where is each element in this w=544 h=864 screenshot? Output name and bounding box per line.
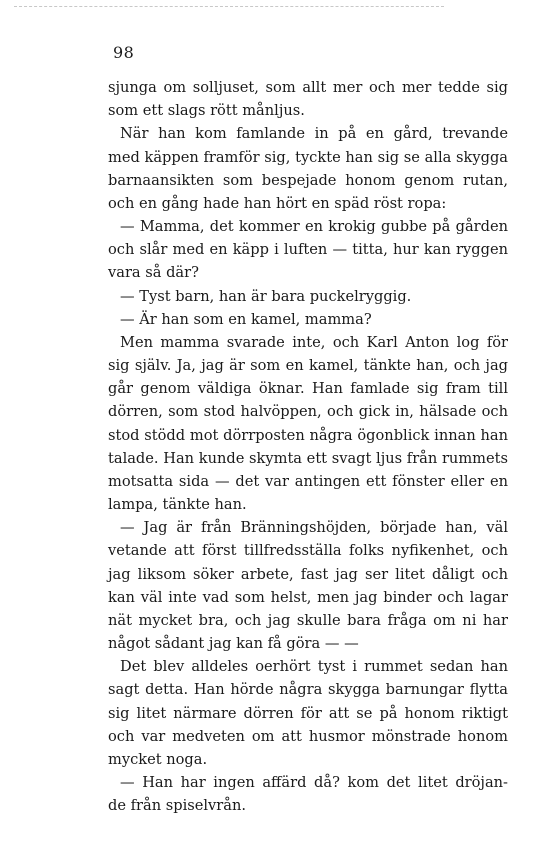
text-line: går genom väldiga öknar. Han famlade sig fram till bbox=[108, 380, 508, 398]
text-line: nät mycket bra, och jag skulle bara fråga om ni har bbox=[108, 611, 508, 629]
text-line: — Tyst barn, han är bara puckelryggig. bbox=[120, 287, 412, 305]
text-line: jag liksom söker arbete, fast jag ser litet dåligt och bbox=[108, 565, 508, 583]
text-line: och en gång hade han hört en späd röst ropa: bbox=[108, 194, 447, 212]
text-line: de från spiselvrån. bbox=[108, 797, 246, 815]
text-line: och slår med en käpp i luften — titta, hur kan ryggen bbox=[108, 241, 508, 259]
text-line: barnaansikten som bespejade honom genom rutan, bbox=[108, 171, 508, 189]
text-line: — Jag är från Bränningshöjden, började han, väl bbox=[120, 519, 508, 537]
text-line: med käppen framför sig, tyckte han sig se alla skygga bbox=[108, 148, 508, 166]
page-number: 98 bbox=[113, 43, 135, 62]
text-line: talade. Han kunde skymta ett svagt ljus från rummets bbox=[108, 449, 508, 467]
text-line: sig litet närmare dörren för att se på honom riktigt bbox=[108, 704, 508, 722]
text-line: — Han har ingen affärd då? kom det litet dröjan- bbox=[120, 774, 508, 792]
text-line: När han kom famlande in på en gård, trevande bbox=[120, 125, 508, 143]
text-line: dörren, som stod halvöppen, och gick in, hälsade och bbox=[108, 403, 508, 421]
text-line: sig själv. Ja, jag är som en kamel, tänkte han, och jag bbox=[108, 357, 508, 375]
text-line: vetande att först tillfredsställa folks nyfikenhet, och bbox=[108, 542, 508, 560]
text-line: — Är han som en kamel, mamma? bbox=[120, 310, 372, 328]
text-line: mycket noga. bbox=[108, 750, 208, 768]
body-text bbox=[108, 76, 508, 818]
text-line: och var medveten om att husmor mönstrade honom bbox=[108, 727, 508, 745]
text-line: något sådant jag kan få göra — — bbox=[108, 635, 359, 653]
text-line: sagt detta. Han hörde några skygga barnungar flytta bbox=[108, 681, 508, 699]
text-line: stod stödd mot dörrposten några ögonblick innan han bbox=[108, 426, 508, 444]
text-line: som ett slags rött månljus. bbox=[108, 102, 305, 120]
text-line: Men mamma svarade inte, och Karl Anton log för bbox=[120, 333, 508, 351]
text-line: sjunga om solljuset, som allt mer och mer tedde sig bbox=[108, 79, 508, 96]
text-line: lampa, tänkte han. bbox=[108, 496, 247, 514]
text-line: vara så där? bbox=[108, 264, 199, 282]
text-line: motsatta sida — det var antingen ett fönster eller en bbox=[108, 472, 508, 490]
scan-edge-line bbox=[14, 6, 444, 7]
text-line: kan väl inte vad som helst, men jag binder och lagar bbox=[108, 588, 508, 606]
text-line: — Mamma, det kommer en krokig gubbe på gården bbox=[120, 218, 508, 236]
text-line: Det blev alldeles oerhört tyst i rummet sedan han bbox=[120, 658, 508, 676]
